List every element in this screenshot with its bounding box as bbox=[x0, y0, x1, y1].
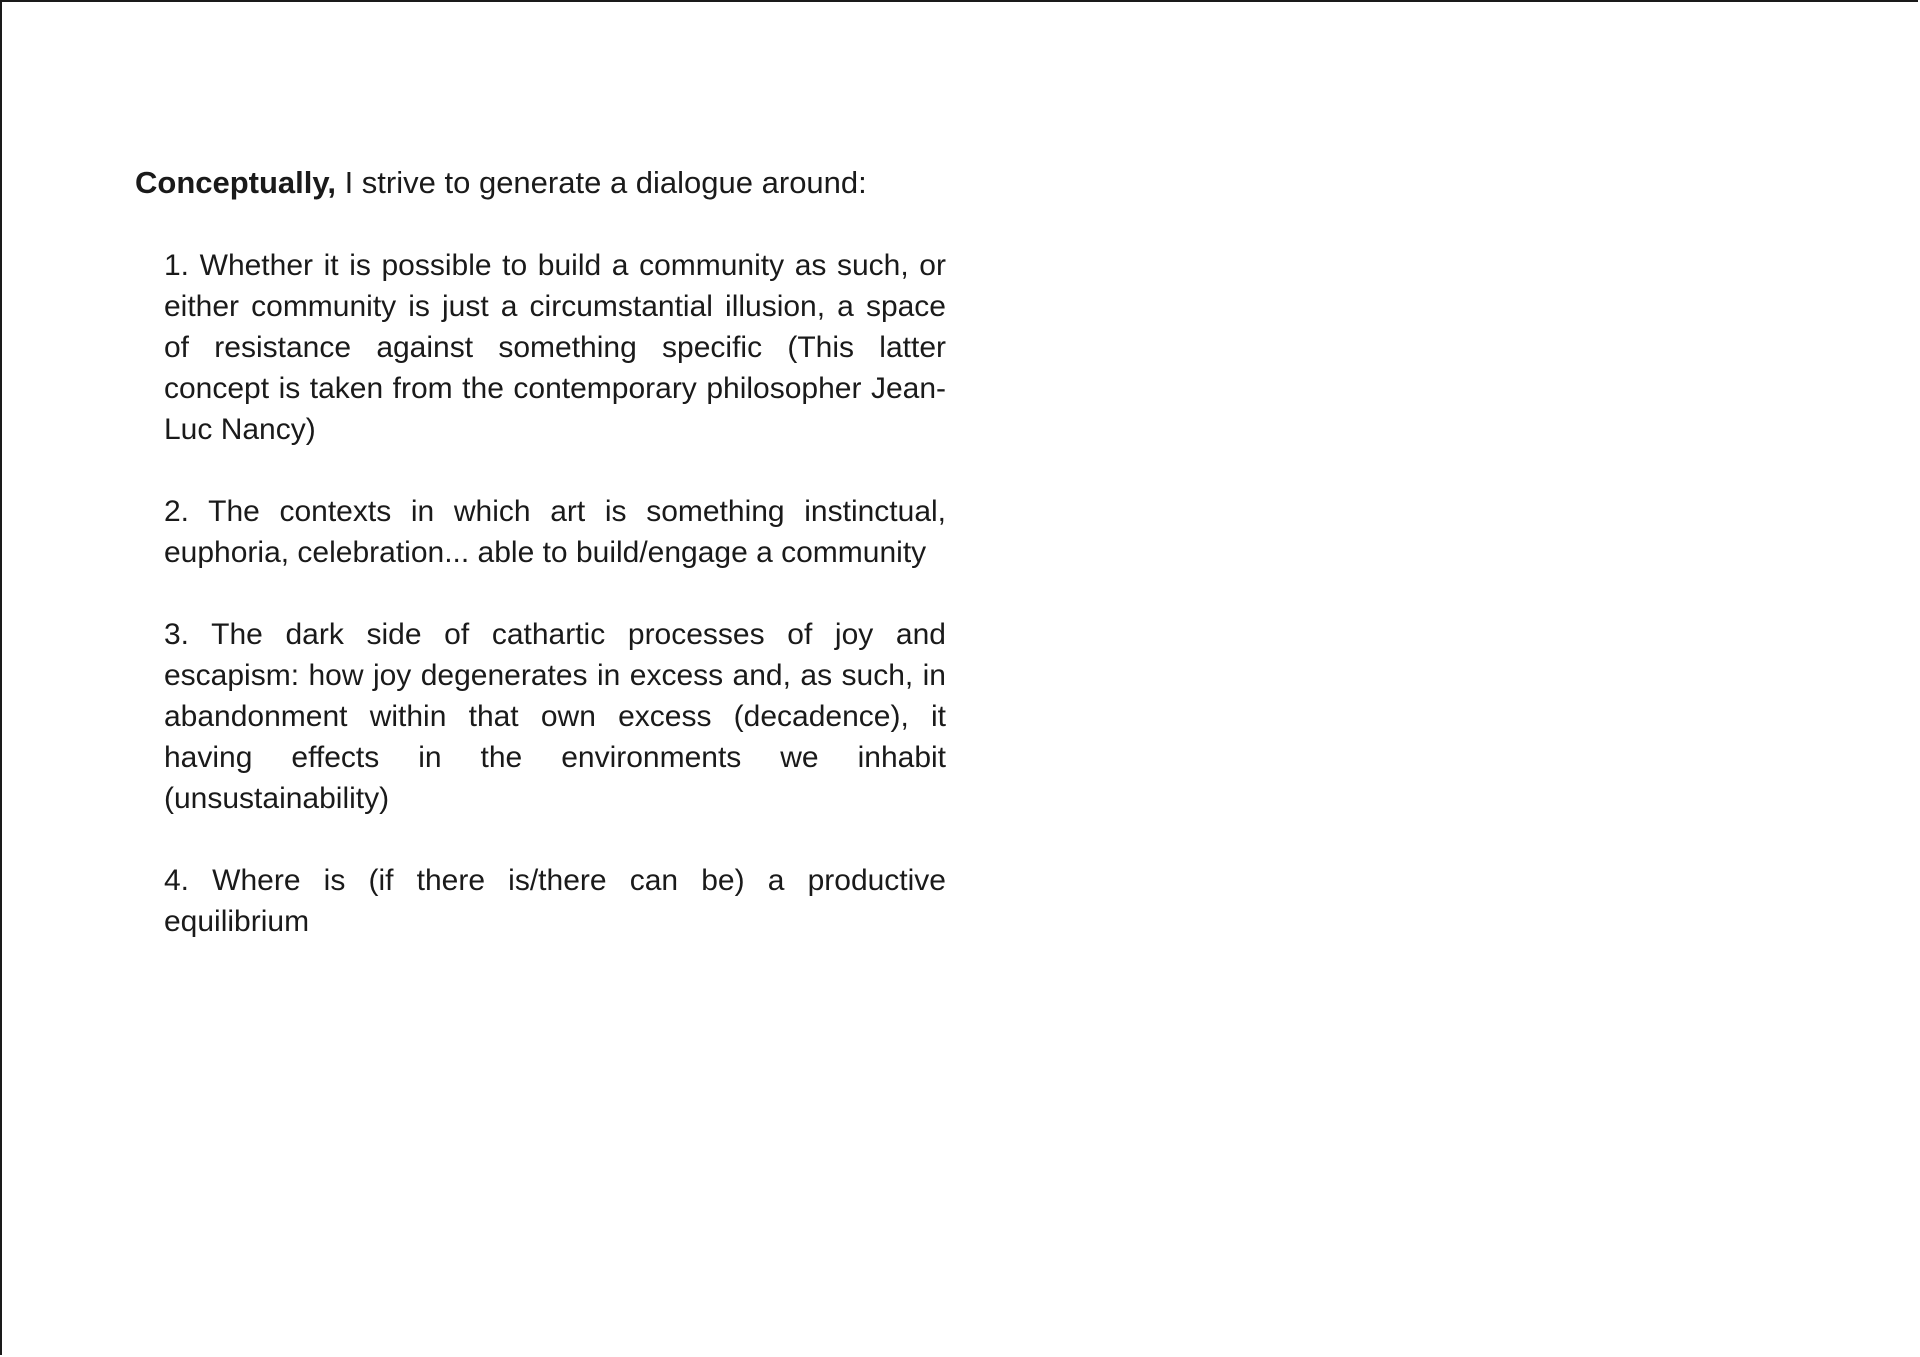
point-4: 4. Where is (if there is/there can be) a productive equilibrium bbox=[164, 864, 946, 938]
intro-paragraph bbox=[135, 161, 867, 205]
intro-lead: Conceptually, bbox=[135, 165, 336, 200]
points-list bbox=[164, 245, 946, 983]
point-3: 3. The dark side of cathartic processes of joy and escapism: how joy degenerates in excess and, as such, in abandonment within that own excess (decadence), it having effects in the environments we inhabit (unsustainability) bbox=[164, 618, 946, 815]
point-2: 2. The contexts in which art is something instinctual, euphoria, celebration... able to build/engage a community bbox=[164, 495, 946, 569]
intro-text: I strive to generate a dialogue around: bbox=[335, 165, 867, 200]
point-1: 1. Whether it is possible to build a community as such, or either community is just a circumstantial illusion, a space of resistance against something specific (This latter concept is taken from the contemporary philosopher Jean-Luc Nancy) bbox=[164, 249, 946, 446]
